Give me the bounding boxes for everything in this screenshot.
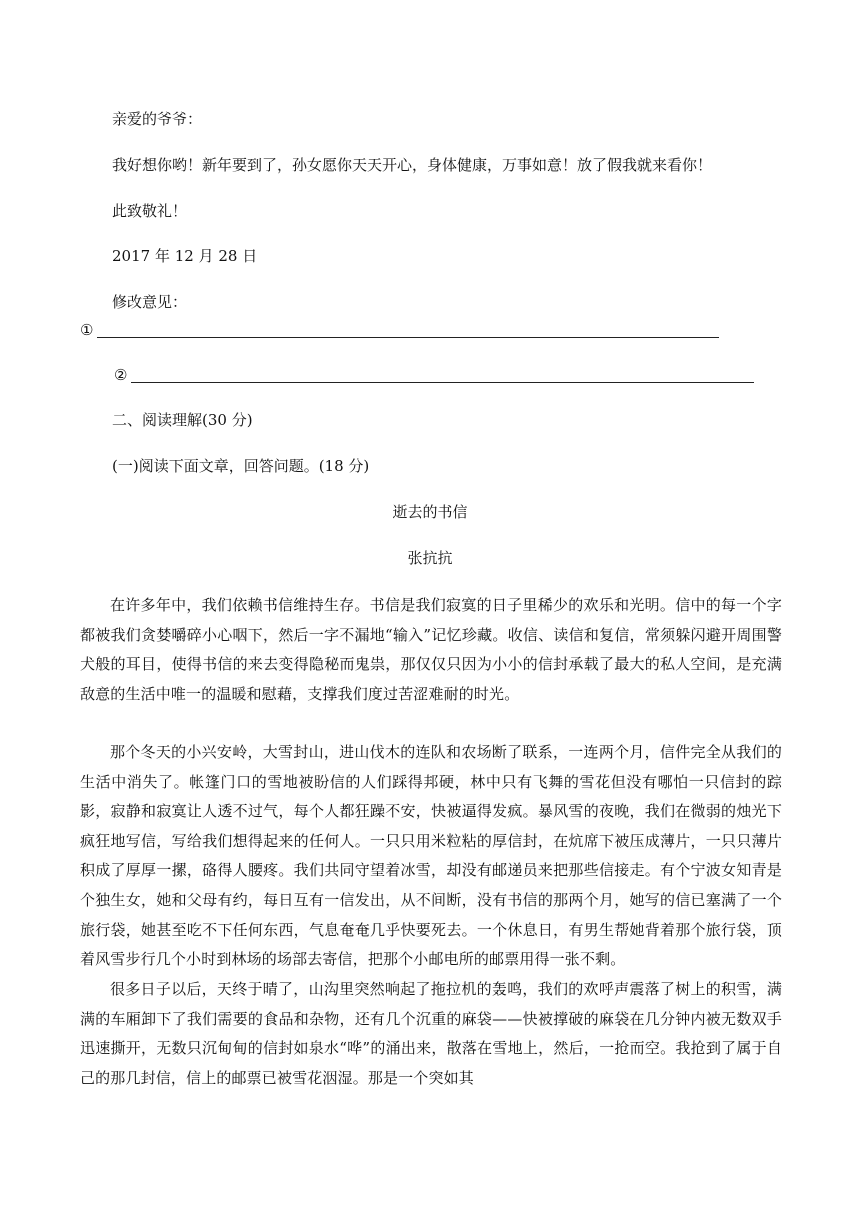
article-paragraph-1: 在许多年中，我们依赖书信维持生存。书信是我们寂寞的日子里稀少的欢乐和光明。信中的每一个字都被我们贪婪嚼碎小心咽下，然后一字不漏地“输入”记忆珍藏。收信、读信和复信，常须躲闪避开周围警犬般的耳目，使得书信的来去变得隐秘而鬼祟，那仅仅只因为小小的信封承载了最大的私人空间，是充满敌意的生活中唯一的温暖和慰藉，支撑我们度过苦涩难耐的时光。 [80,596,782,703]
letter-greeting: 亲爱的爷爷： [112,110,203,128]
letter-date: 2017 年 12 月 28 日 [112,247,258,265]
blank-1-line[interactable] [97,337,719,338]
revision-label: 修改意见： [112,293,188,311]
article-paragraph-2: 那个冬天的小兴安岭，大雪封山，进山伐木的连队和农场断了联系，一连两个月，信件完全从我们的生活中消失了。帐篷门口的雪地被盼信的人们踩得邦硬，林中只有飞舞的雪花但没有哪怕一只信封的踪影，寂静和寂寞让人透不过气，每个人都狂躁不安，快被逼得发疯。暴风雪的夜晚，我们在微弱的烛光下疯狂地写信，写给我们想得起来的任何人。一只只用米粒粘的厚信封，在炕席下被压成薄片，一只只薄片积成了厚厚一摞，硌得人腰疼。我们共同守望着冰雪，却没有邮递员来把那些信接走。有个宁波女知青是个独生女，她和父母有约，每日互有一信发出，从不间断，没有书信的那两个月，她写的信已塞满了一个旅行袋，她甚至吃不下任何东西，气息奄奄几乎快要死去。一个休息日，有男生帮她背着那个旅行袋，顶着风雪步行几个小时到林场的场部去寄信，把那个小邮电所的邮票用得一张不剩。 [80,743,782,969]
article-author: 张抗抗 [407,549,453,567]
blank-2-line[interactable] [131,382,754,383]
letter-body: 我好想你哟！新年要到了，孙女愿你天天开心，身体健康，万事如意！放了假我就来看你！ [112,156,713,174]
blank-1-marker: ① [80,321,94,339]
blank-2-marker: ② [114,366,128,384]
article-title: 逝去的书信 [392,503,468,521]
section-subheading: (一)阅读下面文章，回答问题。(18 分) [112,457,370,475]
article-paragraph-3: 很多日子以后，天终于晴了，山沟里突然响起了拖拉机的轰鸣，我们的欢呼声震落了树上的积雪，满满的车厢卸下了我们需要的食品和杂物，还有几个沉重的麻袋——快被撑破的麻袋在几分钟内被无数双手迅速撕开，无数只沉甸甸的信封如泉水“哗”的涌出来，散落在雪地上，然后，一抢而空。我抢到了属于自己的那几封信，信上的邮票已被雪花洇湿。那是一个突如其 [80,980,782,1087]
section-heading: 二、阅读理解(30 分) [112,411,253,429]
letter-closing: 此致敬礼！ [112,202,188,220]
